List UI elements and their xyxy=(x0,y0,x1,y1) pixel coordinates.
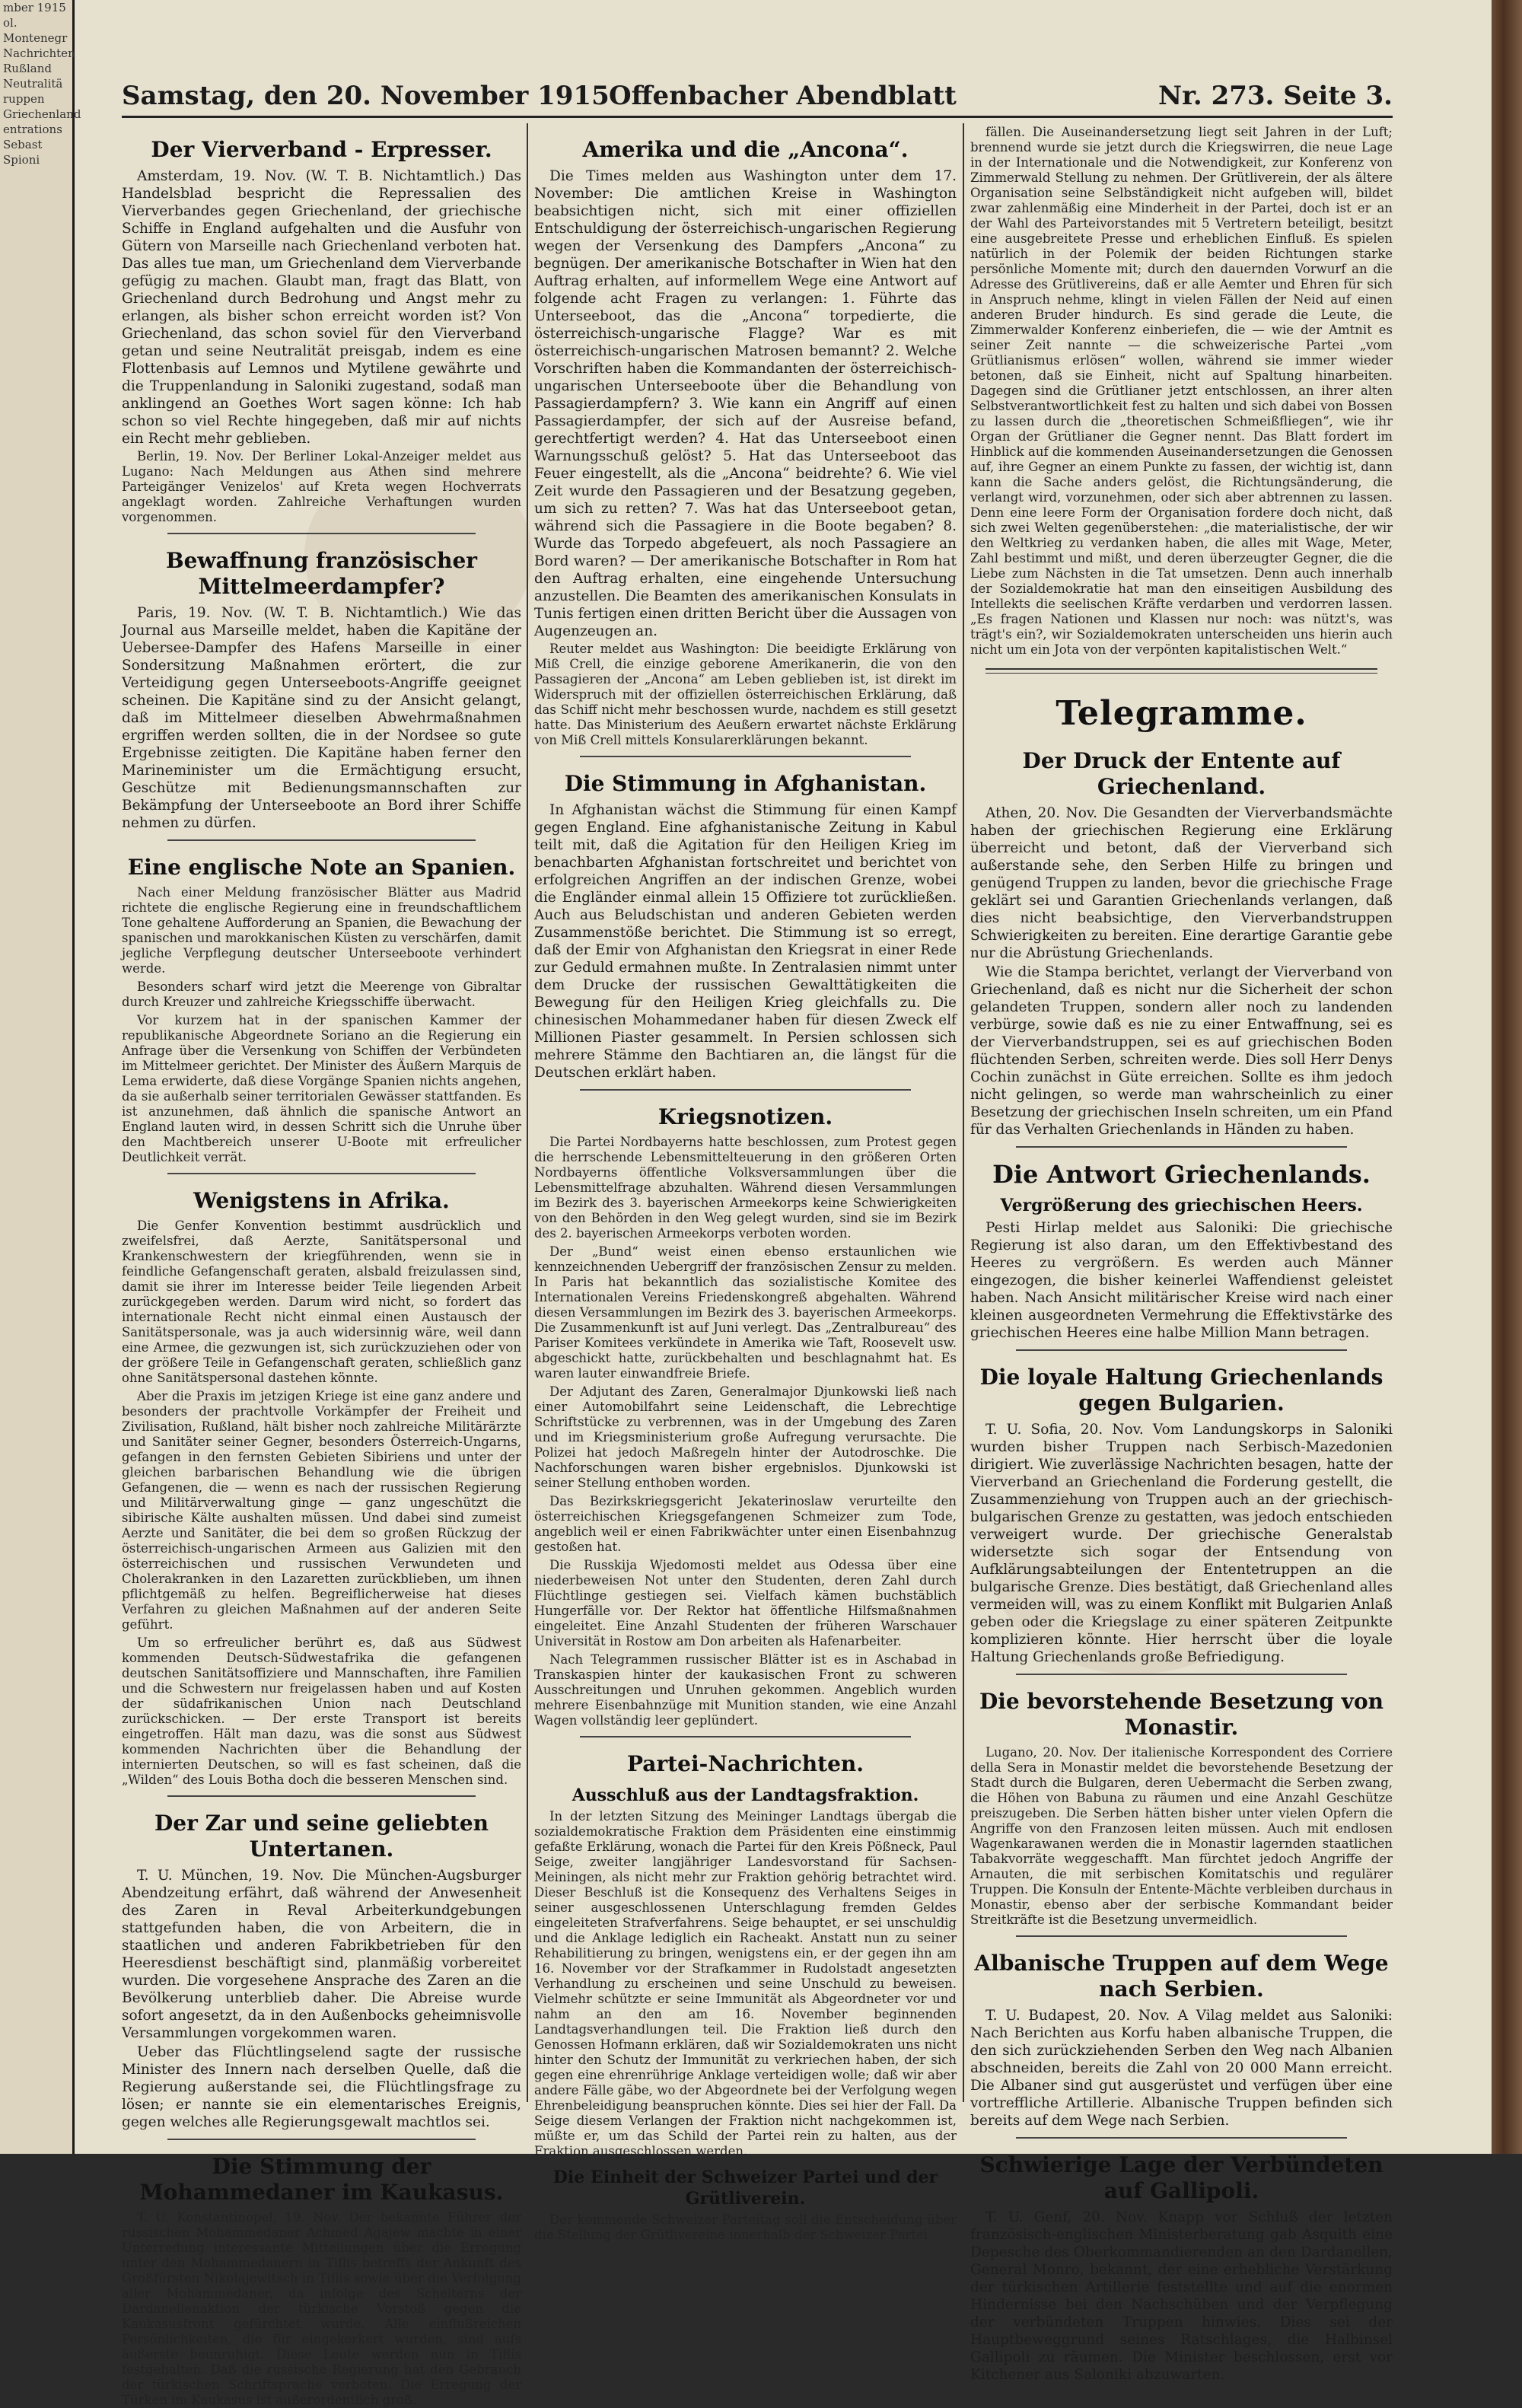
article-paragraph: Die Times melden aus Washington unter dem 17. November: Die amtlichen Kreise in Washington beabsichtigen nicht, sich mit einer offiziellen Entschuldigung der österreichisch-ungarischen Regierung wegen der Versenkung des Dampfers „Ancona“ zu begnügen. Der amerikanische Botschafter in Wien hat den Auftrag erhalten, auf informellem Wege eine Antwort auf folgende acht Fragen zu verlangen: 1. Führte das Unterseeboot, das die „Ancona“ torpedierte, die österreichisch-ungarische Flagge? War es mit österreichisch-ungarischen Matrosen bemannt? 2. Welche Vorschriften haben die Kommandanten der österreichisch-ungarischen Unterseeboote über die Behandlung von Passagierdampfern? 3. Wie kann ein Angriff auf einen Passagierdampfer, der sich auf der Ausreise befand, gerechtfertigt werden? 4. Hat das Unterseeboot einen Warnungsschuß gelöst? 5. Hat das Unterseeboot das Feuer eingestellt, als die „Ancona“ beidrehte? 6. Wie viel Zeit wurde den Passagieren und der Besatzung gegeben, um sich zu retten? 7. Was hat das Unterseeboot getan, während sich die Passagiere in die Boote begaben? 8. Wurde das Torpedo abgefeuert, als noch Passagiere an Bord waren? — Der amerikanische Botschafter in Rom hat den Auftrag erhalten, eine eingehende Untersuchung anzustellen. Die Beamten des amerikanischen Konsulats in Tunis fertigen einen dritten Bericht über die Aussagen von Augenzeugen an. xyxy=(534,168,957,639)
article-small-paragraph: Lugano, 20. Nov. Der italienische Korrespondent des Corriere della Sera in Monastir meldet die bevorstehende Besetzung der Stadt durch die Bulgaren, deren Uebermacht die Serben zwang, die Höhen von Babuna zu räumen und eine Anzahl Geschütze preiszugeben. Die Serben hätten bisher unter vielen Opfern die Angriffe von den Franzosen leiten müssen. Auch mit endlosen Wagenkarawanen werden die in Monastir lagernden staatlichen Tabakvorräte weggeschafft. Man fürchtet jedoch Angriffe der Arnauten, die mit serbischen Komitatschis und regulärer Truppen. Die Konsuln der Entente-Mächte verbleiben durchaus in Monastir, ebenso aber der serbische Kommandant beider Streitkräfte ist die Besetzung unvermeidlich. xyxy=(970,1745,1393,1927)
article-small-paragraph: Reuter meldet aus Washington: Die beeidigte Erklärung von Miß Crell, die einzige geborene Amerikanerin, die von den Passagieren der „Ancona“ am Leben geblieben ist, ist direkt im Widerspruch mit der offiziellen österreichischen Erklärung, daß das Schiff nicht mehr beschossen wurde, nachdem es still gesetzt hatte. Das Ministerium des Aeußern erwartet nächste Erklärung von Miß Crell mittels Konsularerklärungen bekannt. xyxy=(534,642,957,747)
column-rule xyxy=(527,123,528,2102)
article-paragraph: Athen, 20. Nov. Die Gesandten der Vierverbandsmächte haben der griechischen Regierung eine Erklärung überreicht und betont, daß der Vierverband sich außerstande sehe, den Serben Hilfe zu bringen und genügend Truppen zu landen, bevor die griechische Frage geklärt sei und Garantien Griechenlands verlangen, daß dies nicht beabsichtige, den Vierverbandstruppen Schwierigkeiten zu bereiten. Eine derartige Garantie gebe nur die Abrüstung Griechenlands. xyxy=(970,805,1393,961)
strip-line: ruppen xyxy=(3,92,45,106)
article-divider xyxy=(167,1173,476,1174)
column-3 xyxy=(970,123,1393,2383)
article-headline: Die Stimmung der Mohammedaner im Kaukasus. xyxy=(139,2154,504,2205)
article-small-paragraph: Berlin, 19. Nov. Der Berliner Lokal-Anzeiger meldet aus Lugano: Nach Meldungen aus Athen sind mehrere Parteigänger Venizelos' auf Kreta wegen Hochverrats angeklagt worden. Zahlreiche Verhaftungen wurden vorgenommen. xyxy=(122,449,521,524)
article-small-paragraph: Aber die Praxis im jetzigen Kriege ist eine ganz andere und besonders der prachtvolle Vorkämpfer der Freiheit und Zivilisation, Rußland, hält bisher noch zahlreiche Militärärzte und Sanitäter seiner Gegner, besonders Österreich-Ungarns, gefangen in den fernsten Gebieten Sibiriens und unter der gleichen barbarischen Behandlung wie die übrigen Gefangenen, die — wenn es nach der russischen Regierung und Militärverwaltung ginge — ganz ungeschützt die sibirische Kälte aushalten müssen. Und dabei sind zumeist Aerzte und Sanitäter, die bei dem so großen Rückzug der österreichisch-ungarischen Armeen aus Galizien mit den österreichischen und russischen Verwundeten und Cholerakranken in den Lazaretten zurückblieben, um ihnen pflichtgemäß zu helfen. Begreiflicherweise hat dieses Verfahren zu gleichen Maßnahmen auf der anderen Seite geführt. xyxy=(122,1389,521,1632)
header-date: Samstag, den 20. November 1915 xyxy=(122,81,610,111)
article-paragraph: Ueber das Flüchtlingselend sagte der russische Minister des Innern nach derselben Quelle, daß die Regierung außerstande sei, die Flüchtlingsfrage zu lösen; er nannte sie ein elementarisches Ereignis, gegen welches alle Regierungsgewalt machtlos sei. xyxy=(122,2044,521,2130)
article-small-paragraph: Der „Bund“ weist einen ebenso erstaunlichen wie kennzeichnenden Uebergriff der französischen Zensur zu melden. In Paris hat bekanntlich das sozialistische Komitee des Internationalen Vereins Friedenskongreß abgehalten. Während diesen Versammlungen im Bezirk des 3. bayerischen Armeekorps. Die Zusammenkunft ist auf Juni verlegt. Das „Zentralbureau“ des Pariser Komitees verkündete in Amerika wie Taft, Roosevelt usw. abgeschickt hatte, zurückbehalten und beschlagnahmt hat. Es waren lauter einwandfreie Briefe. xyxy=(534,1244,957,1381)
article-small-paragraph: Vor kurzem hat in der spanischen Kammer der republikanische Abgeordnete Soriano an die Regierung ein Anfrage über die Versenkung von Schiffen der Verbündeten im Mittelmeer gerichtet. Der Minister des Äußern Marquis de Lema erwiderte, daß diese Vorgänge Spanien nichts angehen, da sie außerhalb seiner territorialen Gewässer stattfanden. Es ist anzunehmen, daß ähnlich die spanische Antwort an England lauten wird, in dessen Schritt sich die Unruhe über den Machtbereich unserer U-Boote mit erfreulicher Deutlichkeit verrät. xyxy=(122,1013,521,1164)
article-headline: Der Druck der Entente auf Griechenland. xyxy=(1022,748,1341,799)
article-headline: Bewaffnung französischer Mittelmeerdampfer? xyxy=(165,548,478,599)
strip-line: ol. xyxy=(3,16,18,30)
article-small-paragraph: Die Russkija Wjedomosti meldet aus Odessa über eine niederbeweisen Not unter den Studenten, deren Zahl durch Flüchtlinge gestiegen sei. Vielfach kämen buchstäblich Hungerfälle vor. Der Rektor hat öffentliche Hilfsmaßnahmen eingeleitet. Eine Anzahl Studenten der früheren Warschauer Universität in Rostow am Don arbeiten als Hafenarbeiter. xyxy=(534,1558,957,1648)
strip-line: Montenegr xyxy=(3,31,68,45)
strip-line: Neutralitä xyxy=(3,77,63,91)
article-paragraph: T. U. Sofia, 20. Nov. Vom Landungskorps in Saloniki wurden bisher Truppen nach Serbisch-Mazedonien dirigiert. Wie zuverlässige Nachrichten besagen, hatte der Vierverband an Griechenland die Forderung gestellt, die Zusammenziehung von Truppen auch an der griechisch-bulgarischen Grenze zu gestatten, was jedoch entschieden verweigert wurde. Der griechische Generalstab widersetzte sich sogar der Entsendung von Aufklärungsabteilungen der Ententetruppen an die bulgarische Grenze. Dies bestätigt, daß Griechenland alles vermeiden will, was zu einem Konflikt mit Bulgarien Anlaß geben oder die Kriegslage zu einer späteren Zeitpunkte komplizieren könnte. Hier herrscht über die loyale Haltung Griechenlands große Befriedigung. xyxy=(970,1422,1393,1665)
article-paragraph: T. U. München, 19. Nov. Die München-Augsburger Abendzeitung erfährt, daß während der Anwesenheit des Zaren in Reval Arbeiterkundgebungen stattgefunden haben, die von Arbeitern, die in staatlichen und anderen Fabrikbetrieben für den Heeresdienst beschäftigt sind, planmäßig vorbereitet wurden. Die vorgesehene Ansprache des Zaren an die Bevölkerung unterblieb daher. Die Abreise wurde sofort angesetzt, da in den Außenbocks geheimnisvolle Versammlungen vorgekommen waren. xyxy=(122,1868,521,2041)
article-subheadline: Die Einheit der Schweizer Partei und der Grütliverein. xyxy=(552,2168,938,2209)
article-small-paragraph: Nach einer Meldung französischer Blätter aus Madrid richtete die englische Regierung eine in freundschaftlichem Tone gehaltene Aufforderung an Spanien, die Bewachung der spanischen und marokkanischen Küsten zu verschärfen, damit jegliche Verpflegung deutscher Unterseeboote verhindert werde. xyxy=(122,885,521,976)
article-headline: Die Stimmung in Afghanistan. xyxy=(564,771,927,796)
article-headline: Eine englische Note an Spanien. xyxy=(127,855,516,880)
article-divider xyxy=(1016,1146,1347,1148)
article-paragraph: Amsterdam, 19. Nov. (W. T. B. Nichtamtlich.) Das Handelsblad bespricht die Repressalien des Vierverbandes gegen Griechenland, der griechische Schiffe in England aufgehalten und die Ausfuhr von Gütern von Marseille nach Griechenland verboten hat. Das alles tue man, um Griechenland dem Vierverbande gefügig zu machen. Glaubt man, fragt das Blatt, von Griechenland durch Bedrohung und Angst mehr zu erlangen, als bisher schon erreicht worden ist? Von Griechenland, das schon soviel für den Vierverband getan und seine Neutralität preisgab, indem es eine Flottenbasis auf Lemnos und Mytilene gewährte und die Truppenlandung in Saloniki zugestand, sodaß man anklingend an Goethes Wort sagen könne: Ich hab schon so viel Rechte hingegeben, daß mir auf nichts ein Recht mehr geblieben. xyxy=(122,168,521,447)
article-headline: Amerika und die „Ancona“. xyxy=(582,137,909,162)
article-small-paragraph: Nach Telegrammen russischer Blätter ist es in Aschabad in Transkaspien hinter der kaukasischen Front zu schweren Ausschreitungen und Unruhen gekommen. Angeblich wurden mehrere Eisenbahnzüge mit Munition standen, wie eine Anzahl Wagen vollständig leer geplündert. xyxy=(534,1652,957,1728)
column-1 xyxy=(122,123,521,2407)
article-divider xyxy=(1016,1349,1347,1351)
article-subheadline: Ausschluß aus der Landtagsfraktion. xyxy=(572,1785,919,1805)
article-divider xyxy=(1016,1935,1347,1937)
article-paragraph: T. U. Genf, 20. Nov. Knapp vor Schluß der letzten französisch-englischen Ministerberatung gab Asquith eine Depesche des Oberkommandierenden an den Dardanellen, General Monro, bekannt, der eine erhebliche Verstärkung der türkischen Artillerie feststellte und auf die enormen Hindernisse bei den Nachschüben und der Verpflegung der verbündeten Truppen hinwies. Dies sei der Hauptbeweggrund seines Ratschlages, die Halbinsel Gallipoli zu räumen. Die Minister beschlossen, erst vor Kitchener aus Saloniki abzuwarten. xyxy=(970,2209,1393,2383)
article-small-paragraph: In der letzten Sitzung des Meininger Landtags übergab die sozialdemokratische Fraktion dem Präsidenten eine einstimmig gefaßte Erklärung, wonach die Partei für den Kreis Pößneck, Paul Seige, zweiter langjähriger Landesvorstand für Sachsen-Meiningen, als nicht mehr zur Fraktion gehörig betrachtet wird. Dieser Beschluß ist die Konsequenz des Verhaltens Seiges in seiner ausgeschlossenen Unterschlagung fremden Geldes eingeleiteten Strafverfahrens. Seige behauptet, er sei unschuldig und die Anklage lediglich ein Racheakt. Anstatt nun zu seiner Rehabilitierung zu bringen, wenigstens ein, er der gegen ihn am 16. November vor der Strafkammer in Rudolstadt angesetzten Verhandlung zu erscheinen und seine Unschuld zu beweisen. Vielmehr schützte er seine Immunität als Abgeordneter vor und nahm an den am 16. November beginnenden Landtagsverhandlungen teil. Die Fraktion ließ durch den Genossen Hofmann erklären, daß wir Sozialdemokraten uns nicht hinter den Schutz der Immunität zu verkriechen haben, der sich gegen eine ehrenrührige Anklage verteidigen wolle; daß wir aber andere Fälle gäbe, wo der Abgeordnete bei der Verfolgung wegen Ehrenbeleidigung beanspruchen könnte. Dies sei hier der Fall. Da Seige diesem Verlangen der Fraktion nicht nachgekommen ist, müßte er, um das Schild der Partei rein zu halten, aus der Fraktion ausgeschlossen werden. xyxy=(534,1809,957,2158)
article-divider xyxy=(167,533,476,534)
column-2 xyxy=(534,123,957,2242)
header-page-number: Nr. 273. Seite 3. xyxy=(1158,81,1393,111)
article-small-paragraph: T. U. Konstantinopel, 19. Nov. Der bekannte Führer der russischen Mohammedaner Achmed Agajew machte in einer Unterredung interessante Mitteilungen über die Erregung unter den Mohammedanern in Tiflis betreffs der Ankunft des Großfürsten Nikolajewitsch in Tiflis sowie über die Verfolgung aller Mohammedaner, da infolge des Scheiterns der Dardanellenaktion der türkische Vorstoß gegen die Kaukasusfront gefürchtet wurde. Alle einflußreichen Persönlichkeiten, die für eingekerkert wurden, sind aufs äußerste beunruhigt. Diese Leute werden nun in Tiflis festgehalten. Daß die russische Regierung hat den Gebrauch der türkischen Schriftsprache verboten. Die Erregung der Türken im Kaukasus ist außerordentlich groß. xyxy=(122,2210,521,2407)
header-paper-title: Offenbacher Abendblatt xyxy=(609,81,957,111)
article-small-paragraph: fällen. Die Auseinandersetzung liegt seit Jahren in der Luft; brennend wurde sie jetzt durch die Kriegswirren, die neue Lage in der Internationale und die Notwendigkeit, zur Konferenz von Zimmerwald Stellung zu nehmen. Der Grütliverein, der als ältere Organisation seine Selbständigkeit nicht aufgeben will, bildet zwar zahlenmäßig eine Minderheit in der Partei, doch ist er an der Wahl des Parteivorstandes mit 5 Vertretern beteiligt, besitzt eine ausgebreitete Presse und erheblichen Einfluß. Es spielen natürlich in der Polemik der beiden Richtungen starke persönliche Momente mit; durch den dauernden Vorwurf an die Adresse des Grütlivereins, daß er alle Aemter und Ehren für sich in Anspruch nehme, klingt in vielen Fällen der Neid auf einen anderen Bruder hindurch. Es sind gerade die Leute, die Zimmerwalder Konferenz einberiefen, die — wie der Amtnit es seiner Zeit nannte — die schweizerische Partei „vom Grütlianismus erlösen“ wollen, während sie immer wieder betonen, daß sie Einheit, nicht auf Spaltung hinarbeiten. Dagegen sind die Grütlianer jetzt entschlossen, an ihrer alten Selbstverantwortlichkeit fest zu halten und sich dabei von Bossen zu lassen durch die „theoretischen Schmeißfliegen“, wie ihr Organ der Grütlianer die Gegner nennt. Das Blatt fordert im Hinblick auf die kommenden Auseinandersetzungen die Genossen auf, ihre Gegner an einem Punkte zu fassen, der wichtig ist, dann kann die Sache anders gelöst, die Richtungsänderung, die verlangt wird, vorzunehmen, oder sich aber abtrennen zu lassen. Denn eine leere Form der Organisation fordere doch nicht, daß sich zwei Welten gegenüberstehen: „die materialistische, der wir den Weltkrieg zu verdanken haben, die alles mit Wage, Meter, Zahl bestimmt und mißt, und deren überzeugter Gegner, die die Liebe zum Nächsten in die Tat umsetzen. Denn auch innerhalb der Sozialdemokratie hat man den einseitigen Ausbildung des Intellekts die seelischen Kräfte verdarben und verdorren lassen. „Es fragen Nationen und Klassen nur noch: was nützt's, was trägt's ein?, wir Sozialdemokraten unterscheiden uns hierin auch nicht um ein Jota von der verpönten kapitalistischen Welt.“ xyxy=(970,125,1393,657)
strip-line: mber 1915 xyxy=(3,1,66,14)
article-headline: Wenigstens in Afrika. xyxy=(193,1188,450,1213)
article-divider xyxy=(1016,1674,1347,1675)
book-binding xyxy=(1492,0,1522,2154)
article-divider xyxy=(580,756,911,757)
article-headline: Der Zar und seine geliebten Untertanen. xyxy=(154,1811,489,1862)
article-small-paragraph: Der Adjutant des Zaren, Generalmajor Djunkowski ließ nach einer Automobilfahrt seine Leidenschaft, die Lebrechtige Schriftstücke zu verbrennen, was in der Umgebung des Zaren und im Kriegsministerium große Aufregung verursachte. Die Polizei hat jedoch Maßregeln hinter der Autodroschke. Die Nachforschungen waren bisher ergebnislos. Djunkowski ist seiner Stellung enthoben worden. xyxy=(534,1384,957,1490)
strip-line: Griechenland xyxy=(3,107,81,121)
adjacent-page-strip xyxy=(0,0,81,2154)
article-headline: Die Antwort Griechenlands. xyxy=(992,1160,1371,1189)
page-header xyxy=(122,78,1393,118)
article-headline: Der Vierverband - Erpresser. xyxy=(151,137,492,162)
article-paragraph: In Afghanistan wächst die Stimmung für einen Kampf gegen England. Eine afghanistanische Zeitung in Kabul teilt mit, daß die Agitation für den Heiligen Krieg im benachbarten Afghanistan fortschreitet und berichtet von erfolgreichen Angriffen an der indischen Grenze, wobei die Engländer einmal allein 15 Offiziere tot zurückließen. Auch aus Beludschistan und anderen Gebieten werden Zusammenstöße berichtet. Die Stimmung ist so erregt, daß der Emir von Afghanistan den Kriegsrat in einer Rede zur Geduld ermahnen mußte. In Zentralasien nimmt unter dem Drucke der russischen Gewalttätigkeiten die Bewegung für den Heiligen Krieg gleichfalls zu. Die chinesischen Mohammedaner haben für diesen Zweck elf Millionen Piaster gesammelt. In Persien schlossen sich mehrere Stämme den Bachtiaren an, die längst für die Deutschen erklärt haben. xyxy=(534,802,957,1081)
strip-line: Nachrichten xyxy=(3,46,75,60)
strip-line: Spioni xyxy=(3,153,40,167)
article-headline: Die loyale Haltung Griechenlands gegen Bulgarien. xyxy=(979,1365,1383,1416)
article-divider xyxy=(580,1089,911,1091)
article-small-paragraph: Der kommende Schweizer Parteitag soll die Entscheidung über die Stellung der Grütlivereine innerhalb der Schweizer Partei xyxy=(534,2212,957,2242)
article-paragraph: Pesti Hirlap meldet aus Saloniki: Die griechische Regierung ist also daran, um den Effektivbestand des Heeres zu vergrößern. Es werden auch Männer eingezogen, die bisher keinerlei Waffendienst geleistet haben. Nach Ansicht militärischer Kreise wird nach einer kleinen ausgeordneten Vermehrung die Effektivstärke des griechischen Heeres eine halbe Million Mann betragen. xyxy=(970,1220,1393,1341)
article-paragraph: Paris, 19. Nov. (W. T. B. Nichtamtlich.) Wie das Journal aus Marseille meldet, haben die Kapitäne der Uebersee-Dampfer des Hafens Marseille in einer Sondersitzung Maßnahmen erörtert, die zur Verteidigung gegen Unterseeboots-Angriffe geeignet scheinen. Die Kapitäne sind zu der Ansicht gelangt, daß im Mittelmeer dieselben Abwehrmaßnahmen ergriffen werden sollten, die in der Nordsee so gute Ergebnisse zeitigten. Die Kapitäne haben ferner den Marineminister um die Ermächtigung ersucht, Geschütze mit Bedienungsmannschaften zur Bekämpfung der Unterseeboote an Bord ihrer Schiffe nehmen zu dürfen. xyxy=(122,605,521,831)
column-rule xyxy=(963,123,964,2102)
article-divider xyxy=(580,1736,911,1738)
article-small-paragraph: Um so erfreulicher berührt es, daß aus Südwest kommenden Deutsch-Südwestafrika die gefangenen deutschen Sanitätsoffiziere und Mannschaften, ihre Familien und die Schwestern nur freigelassen haben und auf Kosten der südafrikanischen Union nach Deutschland zurückschicken. — Der erste Transport ist bereits eingetroffen. Hält man dazu, was die sonst aus Südwest kommenden Nachrichten über die Behandlung der internierten Deutschen, so will es fast scheinen, daß die „Wilden“ des Louis Botha doch die besseren Menschen sind. xyxy=(122,1636,521,1787)
article-small-paragraph: Die Partei Nordbayerns hatte beschlossen, zum Protest gegen die herrschende Lebensmittelteuerung in den größeren Orten Nordbayerns öffentliche Volksversammlungen über die Lebensmittelfrage abzuhalten. Während diesen Versammlungen im Bezirk des 3. bayerischen Armeekorps keine Schwierigkeiten von den Behörden in den Weg gelegt wurden, sind sie im Bezirk des 2. bayerischen Armeekorps verboten worden. xyxy=(534,1135,957,1241)
article-headline: Die bevorstehende Besetzung von Monastir. xyxy=(979,1689,1383,1740)
article-headline: Kriegsnotizen. xyxy=(658,1104,833,1129)
article-small-paragraph: Das Bezirkskriegsgericht Jekaterinoslaw verurteilte den österreichischen Kriegsgefangenen Schmeizer zum Tode, angeblich weil er einen Fabrikwächter unter einen Eisenbahnzug gestoßen hat. xyxy=(534,1494,957,1554)
article-divider xyxy=(167,1795,476,1797)
article-paragraph: T. U. Budapest, 20. Nov. A Vilag meldet aus Saloniki: Nach Berichten aus Korfu haben albanische Truppen, die den sich zurückziehenden Serben den Weg nach Albanien abschneiden, bereits die Zahl von 20 000 Mann erreicht. Die Albaner sind gut ausgerüstet und verfügen über eine vortreffliche Artillerie. Albanische Truppen befinden sich bereits auf dem Wege nach Serbien. xyxy=(970,2008,1393,2129)
article-divider xyxy=(1016,2137,1347,2139)
article-headline: Albanische Truppen auf dem Wege nach Serbien. xyxy=(974,1951,1389,2002)
strip-line: entrations xyxy=(3,123,62,136)
section-divider xyxy=(985,668,1377,674)
article-headline: Schwierige Lage der Verbündeten auf Gallipoli. xyxy=(979,2152,1383,2203)
strip-line: Rußland xyxy=(3,62,52,75)
article-divider xyxy=(167,839,476,841)
article-paragraph: Wie die Stampa berichtet, verlangt der Vierverband von Griechenland, daß es nicht nur die Sicherheit der schon gelandeten Truppen, sondern aller noch zu landenden verbürge, sowie daß es nie zu einer Entwaffnung, sei es der Vierverbandstruppen, sei es auf griechischen Boden flüchtenden Serben, schreiten werde. Dies soll Herr Denys Cochin zunächst in Güte erreichen. Sollte es ihm jedoch nicht gelingen, so werde man wahrscheinlich zu einer Besetzung der griechischen Inseln schreiten, um ein Pfand für das Verhalten Griechenlands in Händen zu haben. xyxy=(970,964,1393,1138)
article-subheadline: Vergrößerung des griechischen Heers. xyxy=(1000,1196,1363,1215)
article-divider xyxy=(167,2139,476,2140)
article-headline: Partei-Nachrichten. xyxy=(627,1751,864,1776)
article-small-paragraph: Die Genfer Konvention bestimmt ausdrücklich und zweifelsfrei, daß Aerzte, Sanitätspersonal und Krankenschwestern der kriegführenden, wenn sie in feindliche Gefangenschaft geraten, alsbald freizulassen sind, damit sie ihrer im Interesse beider Teile liegenden Arbeit zurückgegeben werden. Darum wird nicht, so fordert das internationale Recht nicht einmal einen Austausch der Sanitätspersonale, was ja auch widersinnig wäre, weil dann eine Armee, die gezwungen ist, sich zurückzuziehen oder von der größere Teile in Gefangenschaft geraten, schließlich ganz ohne Sanitätspersonal dastehen könnte. xyxy=(122,1218,521,1385)
section-title-telegrams: Telegramme. xyxy=(1056,694,1307,733)
strip-line: Sebast xyxy=(3,138,43,151)
article-small-paragraph: Besonders scharf wird jetzt die Meerenge von Gibraltar durch Kreuzer und zahlreiche Kriegsschiffe überwacht. xyxy=(122,979,521,1009)
